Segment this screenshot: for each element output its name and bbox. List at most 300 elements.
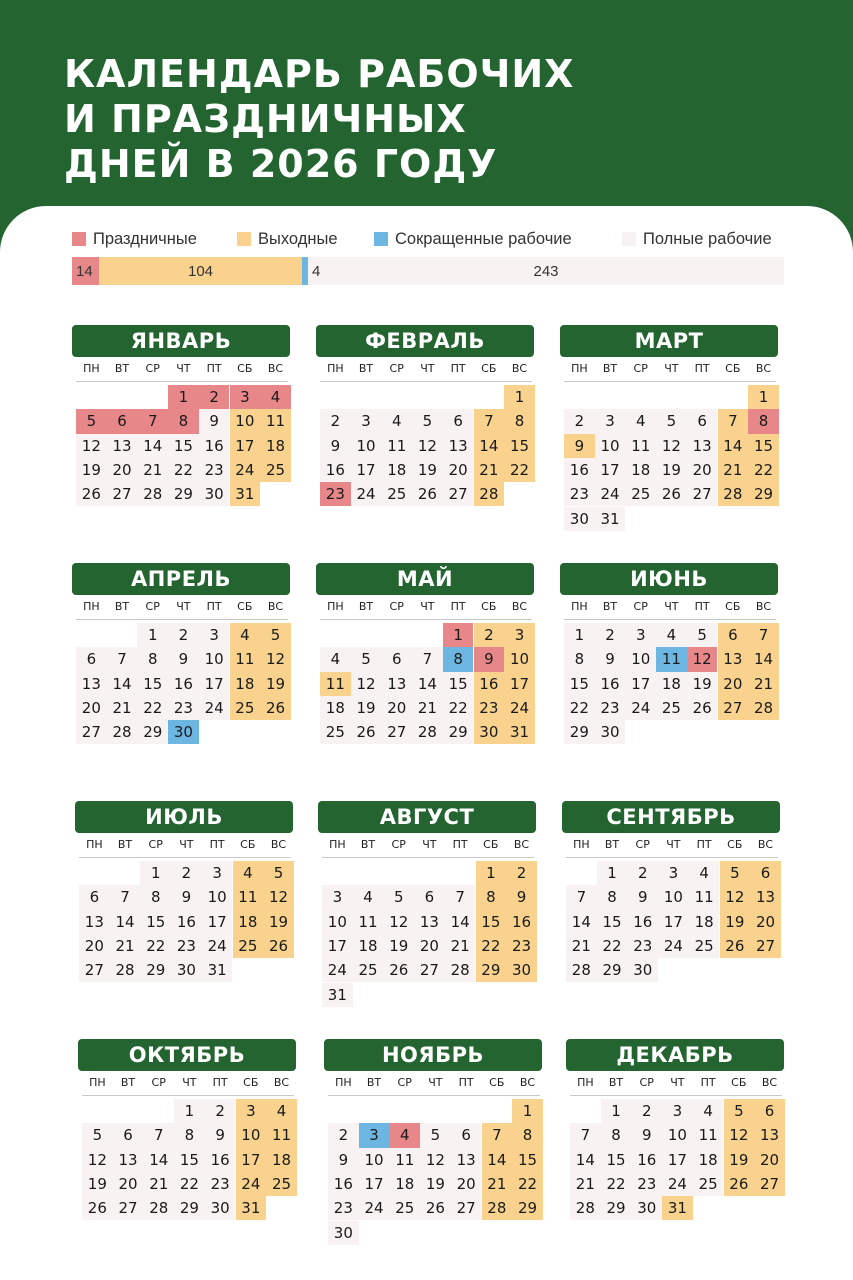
day-cell-weekend: 11 [260, 409, 291, 433]
day-cell-holiday: 12 [687, 647, 718, 671]
weekday-label: ВТ [608, 1076, 624, 1089]
day-cell-work: 13 [113, 1148, 144, 1172]
weekday-label: СБ [725, 600, 741, 613]
day-cell-weekend: 15 [504, 434, 535, 458]
day-cell-work: 21 [143, 1172, 174, 1196]
day-cell-work: 20 [79, 934, 110, 958]
day-cell-work: 21 [570, 1172, 601, 1196]
day-cell-holiday: 3 [230, 385, 261, 409]
day-cell-work: 28 [137, 482, 168, 506]
day-cell-weekend: 12 [263, 885, 294, 909]
short-swatch [374, 232, 388, 246]
day-cell-weekend: 25 [230, 696, 261, 720]
day-cell-work: 10 [595, 434, 626, 458]
day-cell-work: 1 [174, 1099, 205, 1123]
weekday-header [320, 600, 535, 618]
day-cell-work: 19 [412, 458, 443, 482]
day-cell-work: 8 [564, 647, 595, 671]
title-line-2: И ПРАЗДНИЧНЫХ [64, 97, 467, 141]
day-cell-work: 13 [381, 672, 412, 696]
day-cell-work: 25 [389, 1196, 420, 1220]
day-cell-work: 10 [322, 910, 353, 934]
weekday-label: ПН [335, 1076, 352, 1089]
day-cell-weekend: 26 [263, 934, 294, 958]
month-8 [318, 801, 536, 1007]
day-cell-work: 30 [595, 720, 626, 744]
day-cell-short: 30 [168, 720, 199, 744]
day-cell-work: 2 [171, 861, 202, 885]
day-cell-work: 2 [328, 1123, 359, 1147]
day-cell-weekend: 2 [474, 623, 505, 647]
day-cell-work: 12 [656, 434, 687, 458]
day-cell-weekend: 21 [482, 1172, 513, 1196]
day-cell-weekend: 7 [748, 623, 779, 647]
day-cell-work: 22 [137, 696, 168, 720]
day-cell-work: 16 [595, 672, 626, 696]
weekday-label: ЧТ [420, 362, 435, 375]
weekday-label: ВС [755, 600, 772, 613]
day-cell-work: 3 [625, 623, 656, 647]
day-cell-work: 13 [414, 910, 445, 934]
day-cell-weekend: 1 [504, 385, 535, 409]
day-cell-work: 4 [656, 623, 687, 647]
day-cell-work: 28 [107, 720, 138, 744]
day-cell-holiday: 4 [260, 385, 291, 409]
day-cell-work: 28 [570, 1196, 601, 1220]
day-cell-weekend: 15 [476, 910, 507, 934]
day-cell-weekend: 30 [474, 720, 505, 744]
weekday-label: СР [151, 1076, 166, 1089]
day-cell-work: 14 [445, 910, 476, 934]
day-cell-work: 24 [595, 482, 626, 506]
weekday-header [79, 838, 294, 856]
day-cell-weekend: 14 [748, 647, 779, 671]
day-cell-weekend: 31 [504, 720, 535, 744]
weekday-label: ЧТ [422, 838, 437, 851]
day-cell-work: 1 [137, 623, 168, 647]
weekday-label: СР [145, 362, 160, 375]
day-cell-work: 10 [625, 647, 656, 671]
day-cell-work: 11 [693, 1123, 724, 1147]
day-cell-weekend: 1 [476, 861, 507, 885]
day-cell-work: 24 [202, 934, 233, 958]
day-cell-work: 10 [202, 885, 233, 909]
day-cell-work: 4 [381, 409, 412, 433]
day-cell-work: 12 [420, 1148, 451, 1172]
title-line-1: КАЛЕНДАРЬ РАБОЧИХ [64, 52, 575, 96]
day-cell-work: 7 [143, 1123, 174, 1147]
day-cell-weekend: 6 [750, 861, 781, 885]
day-cell-work: 30 [199, 482, 230, 506]
day-cell-work: 28 [143, 1196, 174, 1220]
day-cell-weekend: 11 [233, 885, 264, 909]
weekday-label: ЧТ [182, 1076, 197, 1089]
day-cell-work: 13 [107, 434, 138, 458]
day-cell-work: 5 [687, 623, 718, 647]
day-cell-work: 27 [76, 720, 107, 744]
day-cell-weekend: 13 [754, 1123, 785, 1147]
weekday-label: ВС [761, 1076, 778, 1089]
weekday-header [322, 838, 537, 856]
day-cell-work: 4 [625, 409, 656, 433]
day-cell-weekend: 28 [482, 1196, 513, 1220]
day-cell-work: 20 [443, 458, 474, 482]
day-cell-work: 2 [168, 623, 199, 647]
day-cell-work: 15 [140, 910, 171, 934]
day-cell-work: 16 [171, 910, 202, 934]
day-cell-weekend: 25 [260, 458, 291, 482]
day-cell-work: 17 [202, 910, 233, 934]
day-cell-work: 15 [168, 434, 199, 458]
month-12 [566, 1039, 784, 1221]
day-cell-holiday: 7 [137, 409, 168, 433]
day-cell-work: 3 [595, 409, 626, 433]
weekday-label: ВС [755, 362, 772, 375]
day-cell-weekend: 12 [260, 647, 291, 671]
month-3 [560, 325, 778, 531]
day-cell-work: 3 [202, 861, 233, 885]
day-cell-work: 2 [627, 861, 658, 885]
day-cell-weekend: 6 [754, 1099, 785, 1123]
weekday-label: СБ [240, 838, 256, 851]
day-cell-weekend: 31 [662, 1196, 693, 1220]
day-cell-weekend: 26 [720, 934, 751, 958]
weekday-label: СР [389, 362, 404, 375]
weekday-header [328, 1076, 543, 1094]
day-cell-weekend: 14 [482, 1148, 513, 1172]
day-cell-work: 10 [359, 1148, 390, 1172]
day-cell-work: 26 [412, 482, 443, 506]
day-cell-weekend: 8 [512, 1123, 543, 1147]
day-cell-weekend: 5 [263, 861, 294, 885]
day-cell-weekend: 11 [320, 672, 351, 696]
weekday-label: ПТ [458, 1076, 474, 1089]
day-cell-holiday: 9 [474, 647, 505, 671]
day-cell-work: 24 [322, 958, 353, 982]
day-cell-weekend: 9 [564, 434, 595, 458]
day-cell-work: 9 [627, 885, 658, 909]
day-cell-work: 14 [110, 910, 141, 934]
weekday-label: СР [145, 600, 160, 613]
weekday-label: ПН [577, 1076, 594, 1089]
day-cell-work: 9 [171, 885, 202, 909]
day-cell-work: 4 [689, 861, 720, 885]
day-cell-holiday: 8 [168, 409, 199, 433]
weekday-label: ЧТ [176, 600, 191, 613]
month-5 [316, 563, 534, 745]
bar-count-holiday: 14 [76, 262, 93, 280]
weekday-label: ПТ [209, 838, 225, 851]
month-title: ОКТЯБРЬ [78, 1039, 296, 1071]
holiday-swatch [72, 232, 86, 246]
day-cell-work: 11 [389, 1148, 420, 1172]
day-cell-work: 8 [597, 885, 628, 909]
divider [76, 619, 288, 620]
day-cell-weekend: 7 [482, 1123, 513, 1147]
day-cell-work: 29 [443, 720, 474, 744]
weekday-header [566, 838, 781, 856]
day-cell-weekend: 18 [233, 910, 264, 934]
day-cell-weekend: 28 [748, 696, 779, 720]
day-cell-work: 19 [82, 1172, 113, 1196]
divider [564, 619, 776, 620]
day-cell-holiday: 6 [107, 409, 138, 433]
weekday-label: СБ [243, 1076, 259, 1089]
day-cell-weekend: 29 [476, 958, 507, 982]
weekday-label: ВТ [117, 838, 133, 851]
day-cell-work: 16 [631, 1148, 662, 1172]
day-cell-work: 9 [168, 647, 199, 671]
weekday-label: СБ [725, 362, 741, 375]
day-cell-work: 19 [383, 934, 414, 958]
day-cell-work: 6 [443, 409, 474, 433]
day-cell-work: 30 [328, 1221, 359, 1245]
legend-item-holiday [72, 229, 197, 249]
day-cell-work: 12 [383, 910, 414, 934]
divider [566, 857, 778, 858]
day-cell-work: 20 [76, 696, 107, 720]
day-cell-work: 7 [412, 647, 443, 671]
day-cell-work: 9 [205, 1123, 236, 1147]
day-cell-work: 23 [168, 696, 199, 720]
month-2 [316, 325, 534, 507]
day-cell-work: 10 [662, 1123, 693, 1147]
weekday-label: ПТ [212, 1076, 228, 1089]
day-cell-weekend: 1 [512, 1099, 543, 1123]
day-cell-weekend: 11 [266, 1123, 297, 1147]
day-cell-weekend: 28 [718, 482, 749, 506]
day-cell-work: 23 [564, 482, 595, 506]
day-cell-work: 27 [414, 958, 445, 982]
day-cell-weekend: 20 [718, 672, 749, 696]
day-cell-work: 2 [564, 409, 595, 433]
day-cell-holiday: 4 [389, 1123, 420, 1147]
month-9 [562, 801, 780, 983]
divider [322, 857, 534, 858]
day-cell-weekend: 31 [236, 1196, 267, 1220]
day-cell-work: 22 [174, 1172, 205, 1196]
month-title: ЯНВАРЬ [72, 325, 290, 357]
weekday-label: ВТ [114, 362, 130, 375]
day-cell-work: 4 [353, 885, 384, 909]
day-cell-work: 11 [353, 910, 384, 934]
day-cell-weekend: 13 [750, 885, 781, 909]
day-cell-weekend: 25 [233, 934, 264, 958]
day-cell-weekend: 19 [724, 1148, 755, 1172]
day-cell-work: 7 [566, 885, 597, 909]
day-cell-short: 11 [656, 647, 687, 671]
day-cell-work: 18 [353, 934, 384, 958]
weekday-label: ПН [83, 362, 100, 375]
day-cell-work: 14 [143, 1148, 174, 1172]
weekday-label: СР [397, 1076, 412, 1089]
weekday-label: ПТ [450, 362, 466, 375]
day-cell-work: 9 [328, 1148, 359, 1172]
day-cell-weekend: 24 [504, 696, 535, 720]
day-cell-weekend: 23 [474, 696, 505, 720]
day-cell-work: 13 [79, 910, 110, 934]
day-cell-work: 18 [656, 672, 687, 696]
day-cell-work: 21 [412, 696, 443, 720]
day-cell-work: 6 [76, 647, 107, 671]
day-cell-weekend: 18 [266, 1148, 297, 1172]
day-cell-weekend: 4 [233, 861, 264, 885]
day-cell-work: 29 [174, 1196, 205, 1220]
day-cell-work: 7 [445, 885, 476, 909]
day-cell-work: 6 [79, 885, 110, 909]
divider [570, 1095, 782, 1096]
day-cell-weekend: 17 [236, 1148, 267, 1172]
day-cell-work: 6 [113, 1123, 144, 1147]
day-cell-work: 4 [693, 1099, 724, 1123]
day-cell-weekend: 24 [236, 1172, 267, 1196]
day-cell-weekend: 14 [718, 434, 749, 458]
day-cell-weekend: 19 [263, 910, 294, 934]
legend-label-holiday: Праздничные [93, 229, 197, 248]
day-cell-work: 25 [689, 934, 720, 958]
weekday-label: ВТ [602, 600, 618, 613]
day-cell-work: 26 [420, 1196, 451, 1220]
day-cell-work: 5 [351, 647, 382, 671]
day-cell-work: 15 [601, 1148, 632, 1172]
weekday-label: ВТ [602, 362, 618, 375]
month-title: ФЕВРАЛЬ [316, 325, 534, 357]
month-title: АВГУСТ [318, 801, 536, 833]
day-cell-work: 22 [140, 934, 171, 958]
day-cell-weekend: 14 [474, 434, 505, 458]
day-cell-work: 26 [383, 958, 414, 982]
weekday-header [564, 600, 779, 618]
weekday-label: ПТ [206, 600, 222, 613]
day-cell-weekend: 3 [504, 623, 535, 647]
day-cell-work: 3 [658, 861, 689, 885]
day-cell-work: 3 [199, 623, 230, 647]
weekday-label: ПТ [694, 362, 710, 375]
bar-count-short: 4 [312, 262, 321, 280]
day-cell-work: 7 [107, 647, 138, 671]
weekday-label: СБ [731, 1076, 747, 1089]
weekday-label: ЧТ [179, 838, 194, 851]
legend-label-work: Полные рабочие [643, 229, 772, 248]
day-cell-work: 26 [82, 1196, 113, 1220]
weekday-label: ВТ [604, 838, 620, 851]
day-cell-work: 27 [113, 1196, 144, 1220]
weekday-label: ПТ [450, 600, 466, 613]
day-cell-work: 20 [414, 934, 445, 958]
day-cell-work: 11 [625, 434, 656, 458]
day-cell-work: 20 [113, 1172, 144, 1196]
day-cell-weekend: 29 [748, 482, 779, 506]
day-cell-work: 23 [199, 458, 230, 482]
day-cell-work: 28 [445, 958, 476, 982]
header-banner [0, 0, 853, 230]
day-cell-weekend: 7 [718, 409, 749, 433]
day-cell-weekend: 15 [512, 1148, 543, 1172]
day-cell-holiday: 1 [168, 385, 199, 409]
weekday-label: СР [391, 838, 406, 851]
day-cell-work: 27 [687, 482, 718, 506]
month-title: СЕНТЯБРЬ [562, 801, 780, 833]
day-cell-work: 12 [82, 1148, 113, 1172]
day-cell-work: 21 [445, 934, 476, 958]
day-cell-weekend: 5 [260, 623, 291, 647]
day-cell-weekend: 2 [506, 861, 537, 885]
day-cell-weekend: 3 [236, 1099, 267, 1123]
day-cell-work: 3 [351, 409, 382, 433]
weekday-label: ПТ [206, 362, 222, 375]
day-cell-work: 24 [199, 696, 230, 720]
day-cell-work: 17 [322, 934, 353, 958]
bar-count-weekend: 104 [187, 262, 214, 280]
weekday-label: СР [148, 838, 163, 851]
day-cell-weekend: 18 [260, 434, 291, 458]
weekday-label: СБ [237, 600, 253, 613]
day-cell-weekend: 27 [750, 934, 781, 958]
day-cell-work: 24 [359, 1196, 390, 1220]
day-cell-weekend: 19 [260, 672, 291, 696]
day-cell-weekend: 21 [474, 458, 505, 482]
day-cell-weekend: 6 [718, 623, 749, 647]
day-cell-weekend: 13 [718, 647, 749, 671]
month-7 [75, 801, 293, 983]
month-title: ДЕКАБРЬ [566, 1039, 784, 1071]
day-cell-work: 18 [389, 1172, 420, 1196]
day-cell-short: 8 [443, 647, 474, 671]
day-cell-work: 22 [443, 696, 474, 720]
day-cell-work: 10 [351, 434, 382, 458]
bar-count-work: 243 [533, 262, 559, 280]
day-cell-work: 1 [564, 623, 595, 647]
day-cell-work: 29 [140, 958, 171, 982]
day-cell-weekend: 12 [720, 885, 751, 909]
day-cell-work: 28 [566, 958, 597, 982]
month-title: МАЙ [316, 563, 534, 595]
day-cell-work: 8 [137, 647, 168, 671]
day-cell-work: 7 [110, 885, 141, 909]
day-cell-work: 11 [381, 434, 412, 458]
day-cell-work: 6 [381, 647, 412, 671]
day-cell-work: 13 [443, 434, 474, 458]
weekday-label: ВС [519, 1076, 536, 1089]
day-cell-weekend: 27 [718, 696, 749, 720]
bar-segment-work [308, 257, 784, 285]
day-cell-work: 26 [76, 482, 107, 506]
day-cell-work: 16 [199, 434, 230, 458]
day-cell-work: 29 [137, 720, 168, 744]
weekday-label: ПН [571, 362, 588, 375]
weekday-label: ВТ [358, 600, 374, 613]
day-cell-work: 7 [570, 1123, 601, 1147]
day-cell-work: 29 [564, 720, 595, 744]
month-title: ИЮЛЬ [75, 801, 293, 833]
weekday-label: ЧТ [420, 600, 435, 613]
legend-label-short: Сокращенные рабочие [395, 229, 572, 248]
work-swatch [622, 232, 636, 246]
day-cell-weekend: 24 [230, 458, 261, 482]
weekday-label: ЧТ [176, 362, 191, 375]
day-cell-work: 18 [689, 910, 720, 934]
day-cell-weekend: 20 [750, 910, 781, 934]
day-cell-work: 17 [658, 910, 689, 934]
weekday-label: ПТ [700, 1076, 716, 1089]
day-cell-work: 19 [76, 458, 107, 482]
day-cell-work: 2 [205, 1099, 236, 1123]
day-cell-work: 26 [656, 482, 687, 506]
day-cell-work: 5 [82, 1123, 113, 1147]
day-cell-work: 15 [597, 910, 628, 934]
day-cell-work: 21 [110, 934, 141, 958]
weekday-label: СР [633, 600, 648, 613]
